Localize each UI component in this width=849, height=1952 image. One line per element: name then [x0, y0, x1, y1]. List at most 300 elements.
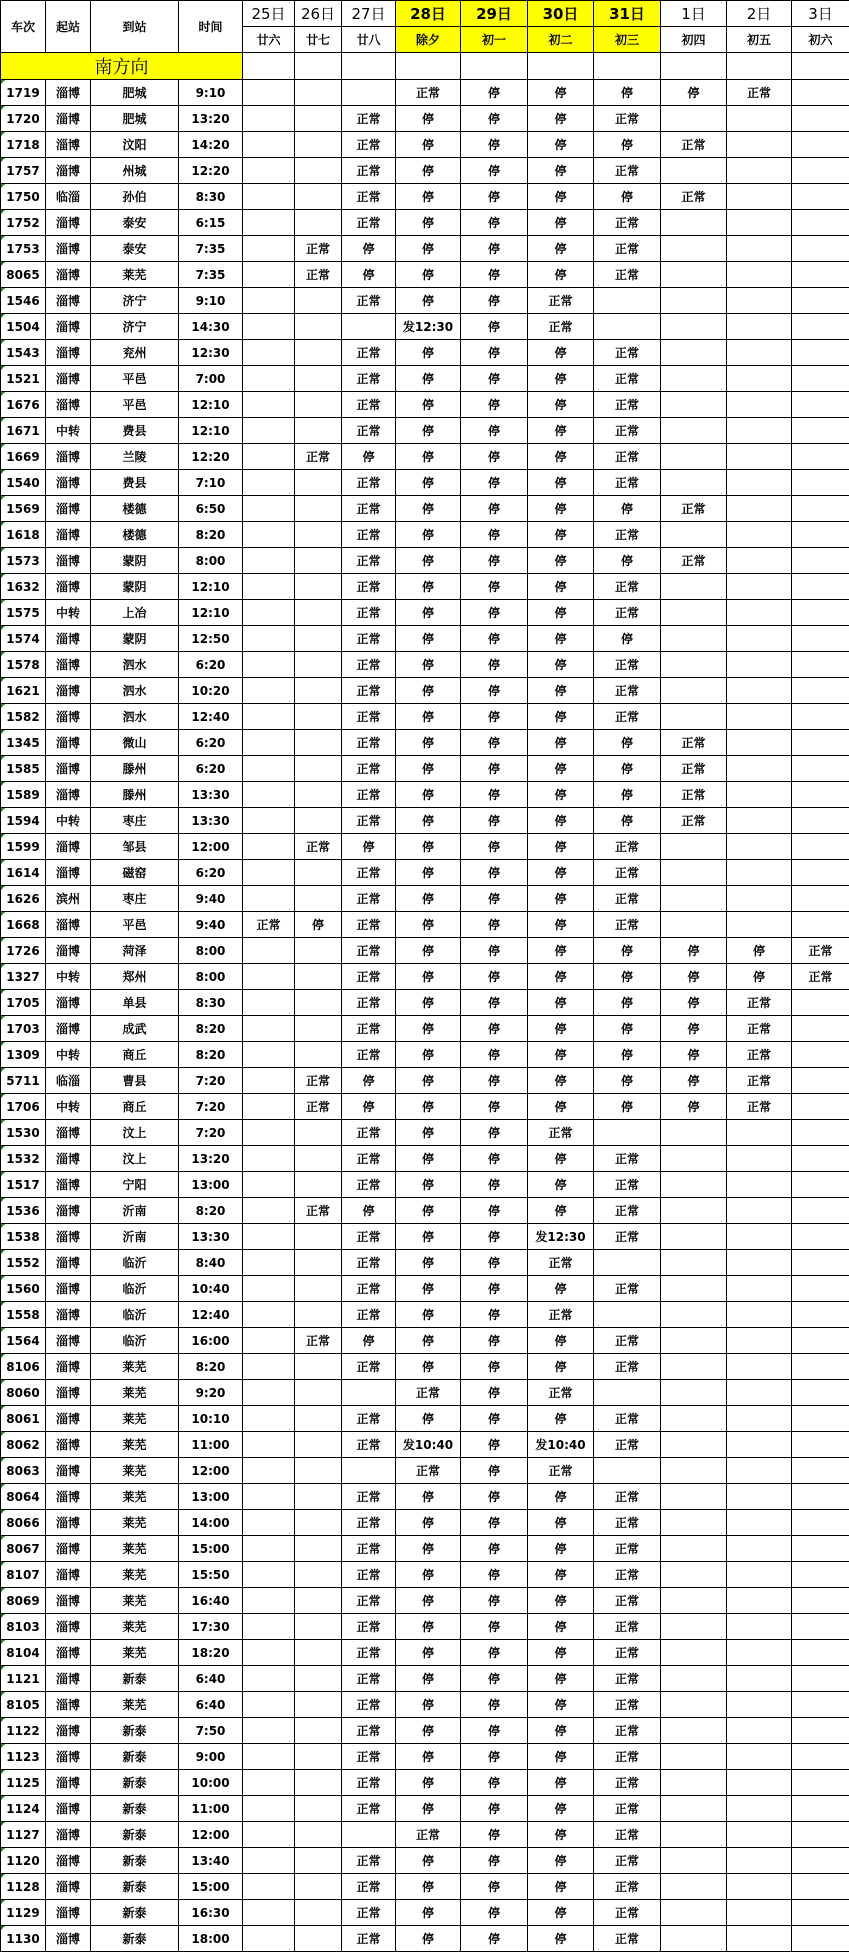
train-number-cell: 1309 [1, 1042, 46, 1068]
destination-cell: 滕州 [91, 756, 179, 782]
train-number-cell: 8061 [1, 1406, 46, 1432]
origin-cell: 临淄 [46, 1068, 91, 1094]
col-header-time: 时间 [179, 1, 243, 53]
status-cell: 停 [661, 1016, 727, 1042]
status-cell: 正常 [594, 106, 661, 132]
departure-time-cell: 13:30 [179, 808, 243, 834]
status-cell: 正常 [661, 756, 727, 782]
status-cell [295, 184, 342, 210]
destination-cell: 滕州 [91, 782, 179, 808]
origin-cell: 淄博 [46, 1302, 91, 1328]
status-cell [792, 600, 849, 626]
status-cell [792, 340, 849, 366]
departure-time-cell: 12:40 [179, 704, 243, 730]
status-cell: 停 [396, 1900, 461, 1926]
status-cell [342, 1380, 396, 1406]
origin-cell: 淄博 [46, 704, 91, 730]
departure-time-cell: 6:50 [179, 496, 243, 522]
status-cell [295, 730, 342, 756]
status-cell [295, 158, 342, 184]
departure-time-cell: 12:20 [179, 444, 243, 470]
status-cell [792, 1848, 849, 1874]
origin-cell: 中转 [46, 600, 91, 626]
status-cell [792, 1588, 849, 1614]
train-number-cell: 1124 [1, 1796, 46, 1822]
status-cell [661, 1926, 727, 1952]
status-cell: 停 [396, 1770, 461, 1796]
train-number-cell: 1706 [1, 1094, 46, 1120]
status-cell [727, 1120, 792, 1146]
status-cell: 停 [528, 1198, 594, 1224]
col-header-lunar: 初三 [594, 27, 661, 53]
destination-cell: 沂南 [91, 1198, 179, 1224]
status-cell [243, 652, 295, 678]
status-cell: 正常 [727, 990, 792, 1016]
origin-cell: 淄博 [46, 574, 91, 600]
status-cell [727, 1380, 792, 1406]
status-cell: 正常 [594, 678, 661, 704]
status-cell: 正常 [594, 834, 661, 860]
departure-time-cell: 8:20 [179, 522, 243, 548]
status-cell [727, 574, 792, 600]
status-cell: 停 [342, 834, 396, 860]
status-cell: 正常 [342, 886, 396, 912]
status-cell: 停 [396, 1874, 461, 1900]
departure-time-cell: 8:40 [179, 1250, 243, 1276]
status-cell [342, 80, 396, 106]
status-cell [295, 1770, 342, 1796]
table-row [1, 1172, 849, 1198]
status-cell [295, 1510, 342, 1536]
status-cell: 正常 [342, 756, 396, 782]
origin-cell: 淄博 [46, 1458, 91, 1484]
status-cell: 停 [594, 964, 661, 990]
status-cell: 正常 [594, 1276, 661, 1302]
train-number-cell: 8064 [1, 1484, 46, 1510]
status-cell: 正常 [594, 1770, 661, 1796]
status-cell: 停 [461, 1354, 528, 1380]
status-cell [661, 1848, 727, 1874]
status-cell: 停 [528, 990, 594, 1016]
status-cell [727, 1484, 792, 1510]
status-cell [792, 912, 849, 938]
status-cell: 正常 [528, 1380, 594, 1406]
status-cell: 正常 [342, 1588, 396, 1614]
train-number-cell: 1718 [1, 132, 46, 158]
status-cell: 停 [396, 106, 461, 132]
status-cell [295, 1172, 342, 1198]
status-cell [727, 860, 792, 886]
train-number-cell: 1574 [1, 626, 46, 652]
status-cell: 停 [461, 1848, 528, 1874]
destination-cell: 磁窑 [91, 860, 179, 886]
status-cell: 停 [461, 626, 528, 652]
status-cell [792, 1718, 849, 1744]
train-number-cell: 1552 [1, 1250, 46, 1276]
status-cell: 停 [461, 782, 528, 808]
departure-time-cell: 9:40 [179, 886, 243, 912]
status-cell: 停 [396, 678, 461, 704]
status-cell: 停 [528, 1900, 594, 1926]
status-cell [727, 1614, 792, 1640]
status-cell: 停 [528, 1718, 594, 1744]
status-cell: 停 [461, 1016, 528, 1042]
status-cell [295, 782, 342, 808]
status-cell: 停 [528, 1094, 594, 1120]
status-cell: 正常 [342, 1484, 396, 1510]
destination-cell: 莱芜 [91, 1692, 179, 1718]
status-cell [295, 340, 342, 366]
status-cell [727, 1874, 792, 1900]
departure-time-cell: 8:00 [179, 548, 243, 574]
destination-cell: 新泰 [91, 1744, 179, 1770]
status-cell: 停 [661, 80, 727, 106]
status-cell: 正常 [342, 1250, 396, 1276]
status-cell [792, 1900, 849, 1926]
origin-cell: 淄博 [46, 1796, 91, 1822]
train-number-cell: 8106 [1, 1354, 46, 1380]
status-cell [661, 262, 727, 288]
train-number-cell: 1120 [1, 1848, 46, 1874]
table-row [1, 704, 849, 730]
status-cell [727, 444, 792, 470]
status-cell: 停 [396, 808, 461, 834]
status-cell: 停 [528, 366, 594, 392]
status-cell [243, 1796, 295, 1822]
status-cell: 停 [461, 1172, 528, 1198]
table-row [1, 1744, 849, 1770]
status-cell [661, 1302, 727, 1328]
status-cell [792, 1640, 849, 1666]
status-cell [243, 1562, 295, 1588]
status-cell: 停 [396, 1146, 461, 1172]
status-cell: 停 [396, 418, 461, 444]
departure-time-cell: 8:20 [179, 1042, 243, 1068]
status-cell [243, 938, 295, 964]
status-cell [594, 314, 661, 340]
status-cell [792, 1354, 849, 1380]
status-cell: 停 [396, 964, 461, 990]
status-cell [661, 522, 727, 548]
status-cell: 停 [461, 1068, 528, 1094]
origin-cell: 淄博 [46, 1666, 91, 1692]
status-cell [295, 886, 342, 912]
status-cell: 停 [396, 1328, 461, 1354]
departure-time-cell: 11:00 [179, 1796, 243, 1822]
table-row [1, 756, 849, 782]
status-cell: 正常 [594, 1796, 661, 1822]
status-cell: 正常 [594, 1198, 661, 1224]
departure-time-cell: 18:20 [179, 1640, 243, 1666]
status-cell: 停 [727, 938, 792, 964]
col-header-destination: 到站 [91, 1, 179, 53]
destination-cell: 肥城 [91, 106, 179, 132]
status-cell [792, 1562, 849, 1588]
origin-cell: 淄博 [46, 1588, 91, 1614]
status-cell [295, 392, 342, 418]
status-cell [792, 1770, 849, 1796]
status-cell [295, 1614, 342, 1640]
status-cell [295, 652, 342, 678]
col-header-lunar: 初一 [461, 27, 528, 53]
status-cell [727, 1822, 792, 1848]
status-cell [792, 1042, 849, 1068]
table-row [1, 1718, 849, 1744]
departure-time-cell: 9:00 [179, 1744, 243, 1770]
status-cell: 停 [461, 366, 528, 392]
status-cell: 正常 [727, 1094, 792, 1120]
status-cell: 停 [528, 1614, 594, 1640]
col-header-lunar: 初四 [661, 27, 727, 53]
status-cell [661, 1718, 727, 1744]
status-cell: 停 [594, 80, 661, 106]
train-number-cell: 1530 [1, 1120, 46, 1146]
status-cell [792, 314, 849, 340]
status-cell [661, 1406, 727, 1432]
status-cell: 正常 [342, 1666, 396, 1692]
status-cell: 正常 [342, 782, 396, 808]
status-cell: 停 [528, 860, 594, 886]
col-header-day: 25日 [243, 1, 295, 27]
status-cell: 停 [396, 1848, 461, 1874]
status-cell [792, 574, 849, 600]
status-cell: 停 [461, 314, 528, 340]
status-cell [243, 1406, 295, 1432]
status-cell: 发10:40 [528, 1432, 594, 1458]
status-cell [661, 1562, 727, 1588]
col-header-lunar: 廿七 [295, 27, 342, 53]
col-header-day: 29日 [461, 1, 528, 27]
status-cell [792, 990, 849, 1016]
status-cell [727, 1172, 792, 1198]
status-cell: 正常 [342, 1926, 396, 1952]
status-cell [295, 1692, 342, 1718]
train-number-cell: 1585 [1, 756, 46, 782]
status-cell [792, 1874, 849, 1900]
status-cell [792, 704, 849, 730]
col-header-lunar: 初二 [528, 27, 594, 53]
status-cell [727, 1744, 792, 1770]
table-row [1, 132, 849, 158]
origin-cell: 淄博 [46, 262, 91, 288]
train-number-cell: 1560 [1, 1276, 46, 1302]
status-cell: 停 [594, 1094, 661, 1120]
destination-cell: 费县 [91, 418, 179, 444]
departure-time-cell: 13:20 [179, 106, 243, 132]
table-row [1, 1900, 849, 1926]
status-cell [243, 834, 295, 860]
status-cell [792, 1692, 849, 1718]
status-cell: 停 [461, 1406, 528, 1432]
status-cell: 停 [461, 756, 528, 782]
train-number-cell: 1125 [1, 1770, 46, 1796]
train-number-cell: 1327 [1, 964, 46, 990]
status-cell: 停 [594, 548, 661, 574]
status-cell [243, 1744, 295, 1770]
status-cell [342, 1458, 396, 1484]
origin-cell: 淄博 [46, 210, 91, 236]
status-cell: 正常 [594, 392, 661, 418]
status-cell: 正常 [342, 1640, 396, 1666]
status-cell: 停 [528, 106, 594, 132]
status-cell [243, 470, 295, 496]
status-cell [792, 132, 849, 158]
train-number-cell: 1573 [1, 548, 46, 574]
train-number-cell: 8105 [1, 1692, 46, 1718]
train-number-cell: 1121 [1, 1666, 46, 1692]
status-cell [727, 1146, 792, 1172]
status-cell [243, 678, 295, 704]
status-cell [727, 392, 792, 418]
train-number-cell: 1621 [1, 678, 46, 704]
table-row [1, 1692, 849, 1718]
status-cell [727, 808, 792, 834]
status-cell [727, 652, 792, 678]
status-cell: 停 [528, 1068, 594, 1094]
status-cell [727, 600, 792, 626]
status-cell [661, 1692, 727, 1718]
empty-cell [594, 53, 661, 80]
destination-cell: 新泰 [91, 1874, 179, 1900]
status-cell: 正常 [594, 1744, 661, 1770]
departure-time-cell: 13:00 [179, 1172, 243, 1198]
col-header-lunar: 初五 [727, 27, 792, 53]
status-cell [792, 1224, 849, 1250]
origin-cell: 淄博 [46, 1770, 91, 1796]
status-cell [661, 340, 727, 366]
status-cell: 停 [528, 704, 594, 730]
status-cell: 停 [396, 1094, 461, 1120]
status-cell: 停 [396, 1250, 461, 1276]
status-cell: 正常 [727, 1068, 792, 1094]
departure-time-cell: 7:20 [179, 1120, 243, 1146]
status-cell [661, 1614, 727, 1640]
status-cell [661, 1172, 727, 1198]
status-cell: 正常 [342, 1016, 396, 1042]
departure-time-cell: 15:00 [179, 1874, 243, 1900]
table-row [1, 1536, 849, 1562]
departure-time-cell: 7:20 [179, 1068, 243, 1094]
departure-time-cell: 9:10 [179, 288, 243, 314]
status-cell: 正常 [342, 808, 396, 834]
status-cell: 正常 [727, 80, 792, 106]
status-cell [295, 1406, 342, 1432]
destination-cell: 汶上 [91, 1120, 179, 1146]
status-cell [243, 314, 295, 340]
status-cell [243, 1432, 295, 1458]
origin-cell: 淄博 [46, 1276, 91, 1302]
departure-time-cell: 8:20 [179, 1354, 243, 1380]
table-row [1, 106, 849, 132]
status-cell [661, 314, 727, 340]
train-number-cell: 1676 [1, 392, 46, 418]
status-cell [661, 886, 727, 912]
status-cell: 正常 [396, 80, 461, 106]
departure-time-cell: 16:00 [179, 1328, 243, 1354]
origin-cell: 淄博 [46, 1198, 91, 1224]
status-cell: 停 [461, 834, 528, 860]
status-cell [295, 808, 342, 834]
departure-time-cell: 12:30 [179, 340, 243, 366]
status-cell [661, 652, 727, 678]
status-cell [295, 366, 342, 392]
status-cell: 停 [396, 1718, 461, 1744]
status-cell: 停 [528, 132, 594, 158]
status-cell: 正常 [594, 1536, 661, 1562]
status-cell: 停 [396, 990, 461, 1016]
status-cell: 正常 [594, 1926, 661, 1952]
status-cell: 停 [461, 808, 528, 834]
status-cell [727, 834, 792, 860]
status-cell: 停 [661, 1042, 727, 1068]
status-cell [661, 1146, 727, 1172]
status-cell: 正常 [342, 1120, 396, 1146]
status-cell [342, 1822, 396, 1848]
status-cell: 停 [594, 782, 661, 808]
departure-time-cell: 12:40 [179, 1302, 243, 1328]
destination-cell: 莱芜 [91, 1354, 179, 1380]
status-cell [661, 366, 727, 392]
departure-time-cell: 8:30 [179, 184, 243, 210]
destination-cell: 临沂 [91, 1302, 179, 1328]
status-cell [243, 1250, 295, 1276]
status-cell [243, 1926, 295, 1952]
origin-cell: 淄博 [46, 1718, 91, 1744]
status-cell: 正常 [342, 418, 396, 444]
status-cell: 停 [461, 1510, 528, 1536]
status-cell [792, 470, 849, 496]
status-cell [243, 756, 295, 782]
destination-cell: 兰陵 [91, 444, 179, 470]
status-cell: 停 [461, 1302, 528, 1328]
origin-cell: 淄博 [46, 470, 91, 496]
status-cell [295, 626, 342, 652]
status-cell: 停 [528, 782, 594, 808]
destination-cell: 济宁 [91, 288, 179, 314]
train-number-cell: 1564 [1, 1328, 46, 1354]
status-cell [661, 626, 727, 652]
status-cell: 停 [528, 548, 594, 574]
destination-cell: 州城 [91, 158, 179, 184]
status-cell [792, 1432, 849, 1458]
status-cell [727, 1354, 792, 1380]
status-cell: 停 [461, 1692, 528, 1718]
status-cell: 正常 [661, 808, 727, 834]
col-header-lunar: 廿八 [342, 27, 396, 53]
status-cell [295, 1900, 342, 1926]
status-cell [243, 1640, 295, 1666]
status-cell: 停 [528, 574, 594, 600]
status-cell: 正常 [594, 262, 661, 288]
train-number-cell: 8103 [1, 1614, 46, 1640]
departure-time-cell: 12:50 [179, 626, 243, 652]
status-cell: 正常 [727, 1016, 792, 1042]
departure-time-cell: 8:30 [179, 990, 243, 1016]
status-cell [243, 1718, 295, 1744]
destination-cell: 沂南 [91, 1224, 179, 1250]
table-row [1, 600, 849, 626]
status-cell: 停 [528, 938, 594, 964]
status-cell: 正常 [594, 1172, 661, 1198]
table-row [1, 1510, 849, 1536]
status-cell: 停 [661, 1068, 727, 1094]
status-cell [727, 1848, 792, 1874]
status-cell: 停 [396, 1354, 461, 1380]
status-cell [727, 288, 792, 314]
status-cell: 正常 [594, 444, 661, 470]
status-cell [727, 1666, 792, 1692]
destination-cell: 莱芜 [91, 1432, 179, 1458]
